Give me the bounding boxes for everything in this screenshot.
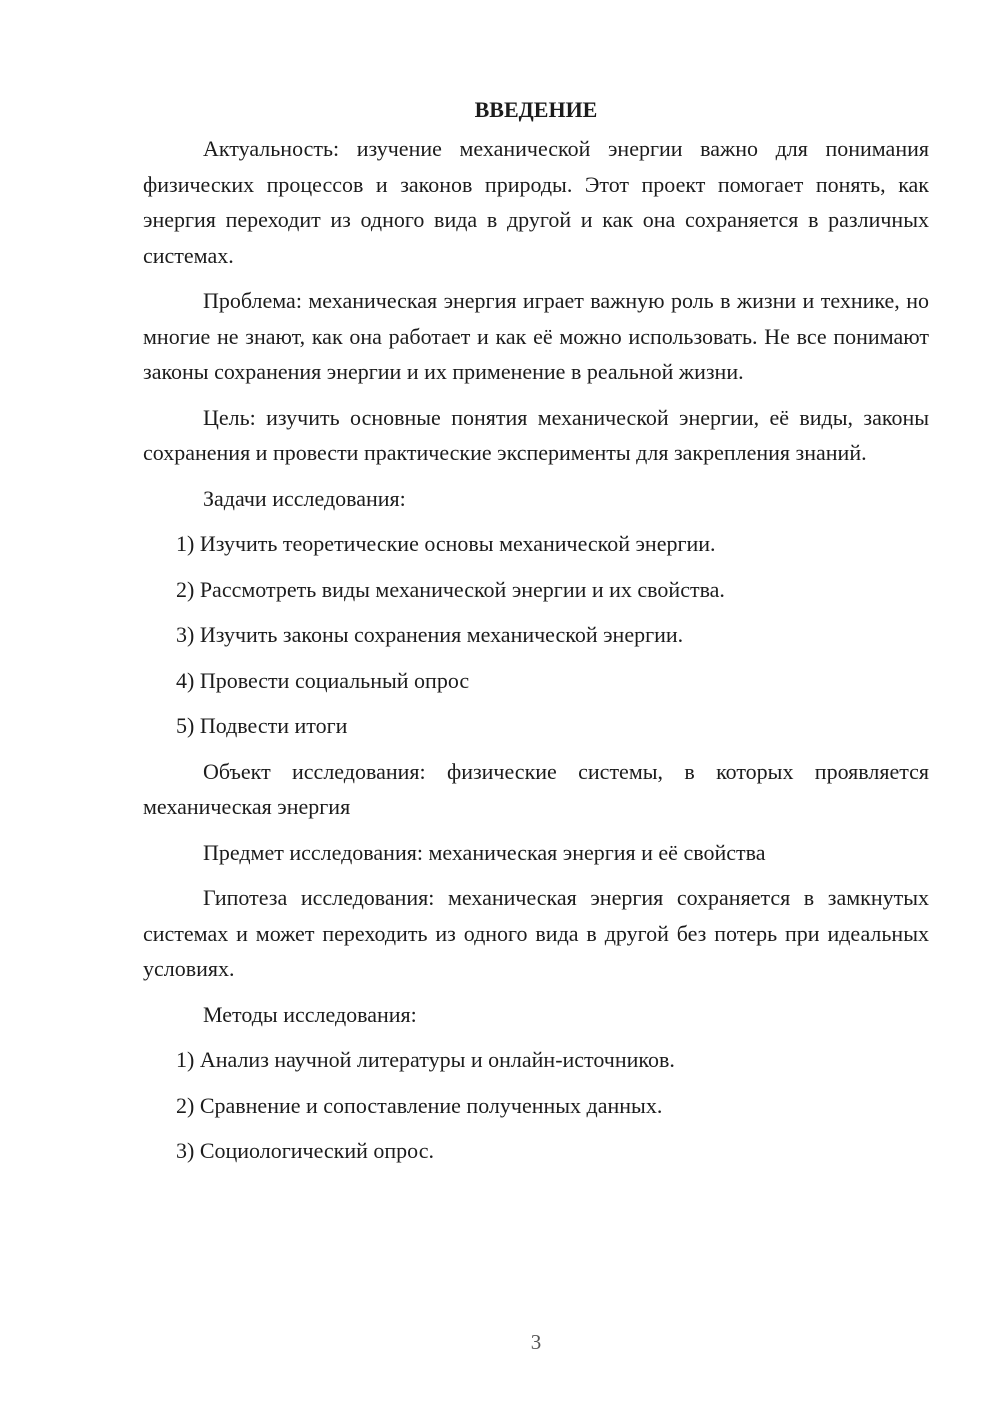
task-item: 2) Рассмотреть виды механической энергии и их свойства. [176, 576, 725, 602]
page-number: 3 [530, 1330, 542, 1354]
method-item: 2) Сравнение и сопоставление полученных данных. [176, 1092, 663, 1118]
task-item: 3) Изучить законы сохранения механической энергии. [176, 622, 684, 647]
problem-paragraph: Проблема: механическая энергия играет важную роль в жизни и технике, но многие не знают, как она работает и как её можно использовать. Не все понимают законы сохранения энергии и их применение в реальной жизни. [143, 288, 929, 384]
subject-paragraph: Предмет исследования: механическая энергия и её свойства [203, 839, 766, 865]
object-paragraph: Объект исследования: физические системы, в которых проявляется механическая энергия [143, 758, 929, 819]
method-item: 1) Анализ научной литературы и онлайн-источников. [176, 1047, 675, 1072]
task-item: 1) Изучить теоретические основы механической энергии. [176, 531, 716, 556]
section-title: ВВЕДЕНИЕ [474, 97, 598, 122]
page-content [143, 92, 929, 1179]
tasks-heading: Задачи исследования: [203, 485, 406, 511]
method-item: 3) Социологический опрос. [176, 1138, 434, 1163]
task-item: 4) Провести социальный опрос [176, 667, 470, 693]
hypothesis-paragraph: Гипотеза исследования: механическая энергия сохраняется в замкнутых системах и может переходить из одного вида в другой без потерь при идеальных условиях. [143, 885, 929, 981]
task-item: 5) Подвести итоги [176, 713, 348, 738]
methods-heading: Методы исследования: [203, 1001, 417, 1027]
goal-paragraph: Цель: изучить основные понятия механической энергии, её виды, законы сохранения и провести практические эксперименты для закрепления знаний. [143, 404, 929, 465]
relevance-paragraph: Актуальность: изучение механической энергии важно для понимания физических процессов и законов природы. Этот проект помогает понять, как энергия переходит из одного вида в другой и как она сохраняется в различных системах. [143, 136, 929, 268]
